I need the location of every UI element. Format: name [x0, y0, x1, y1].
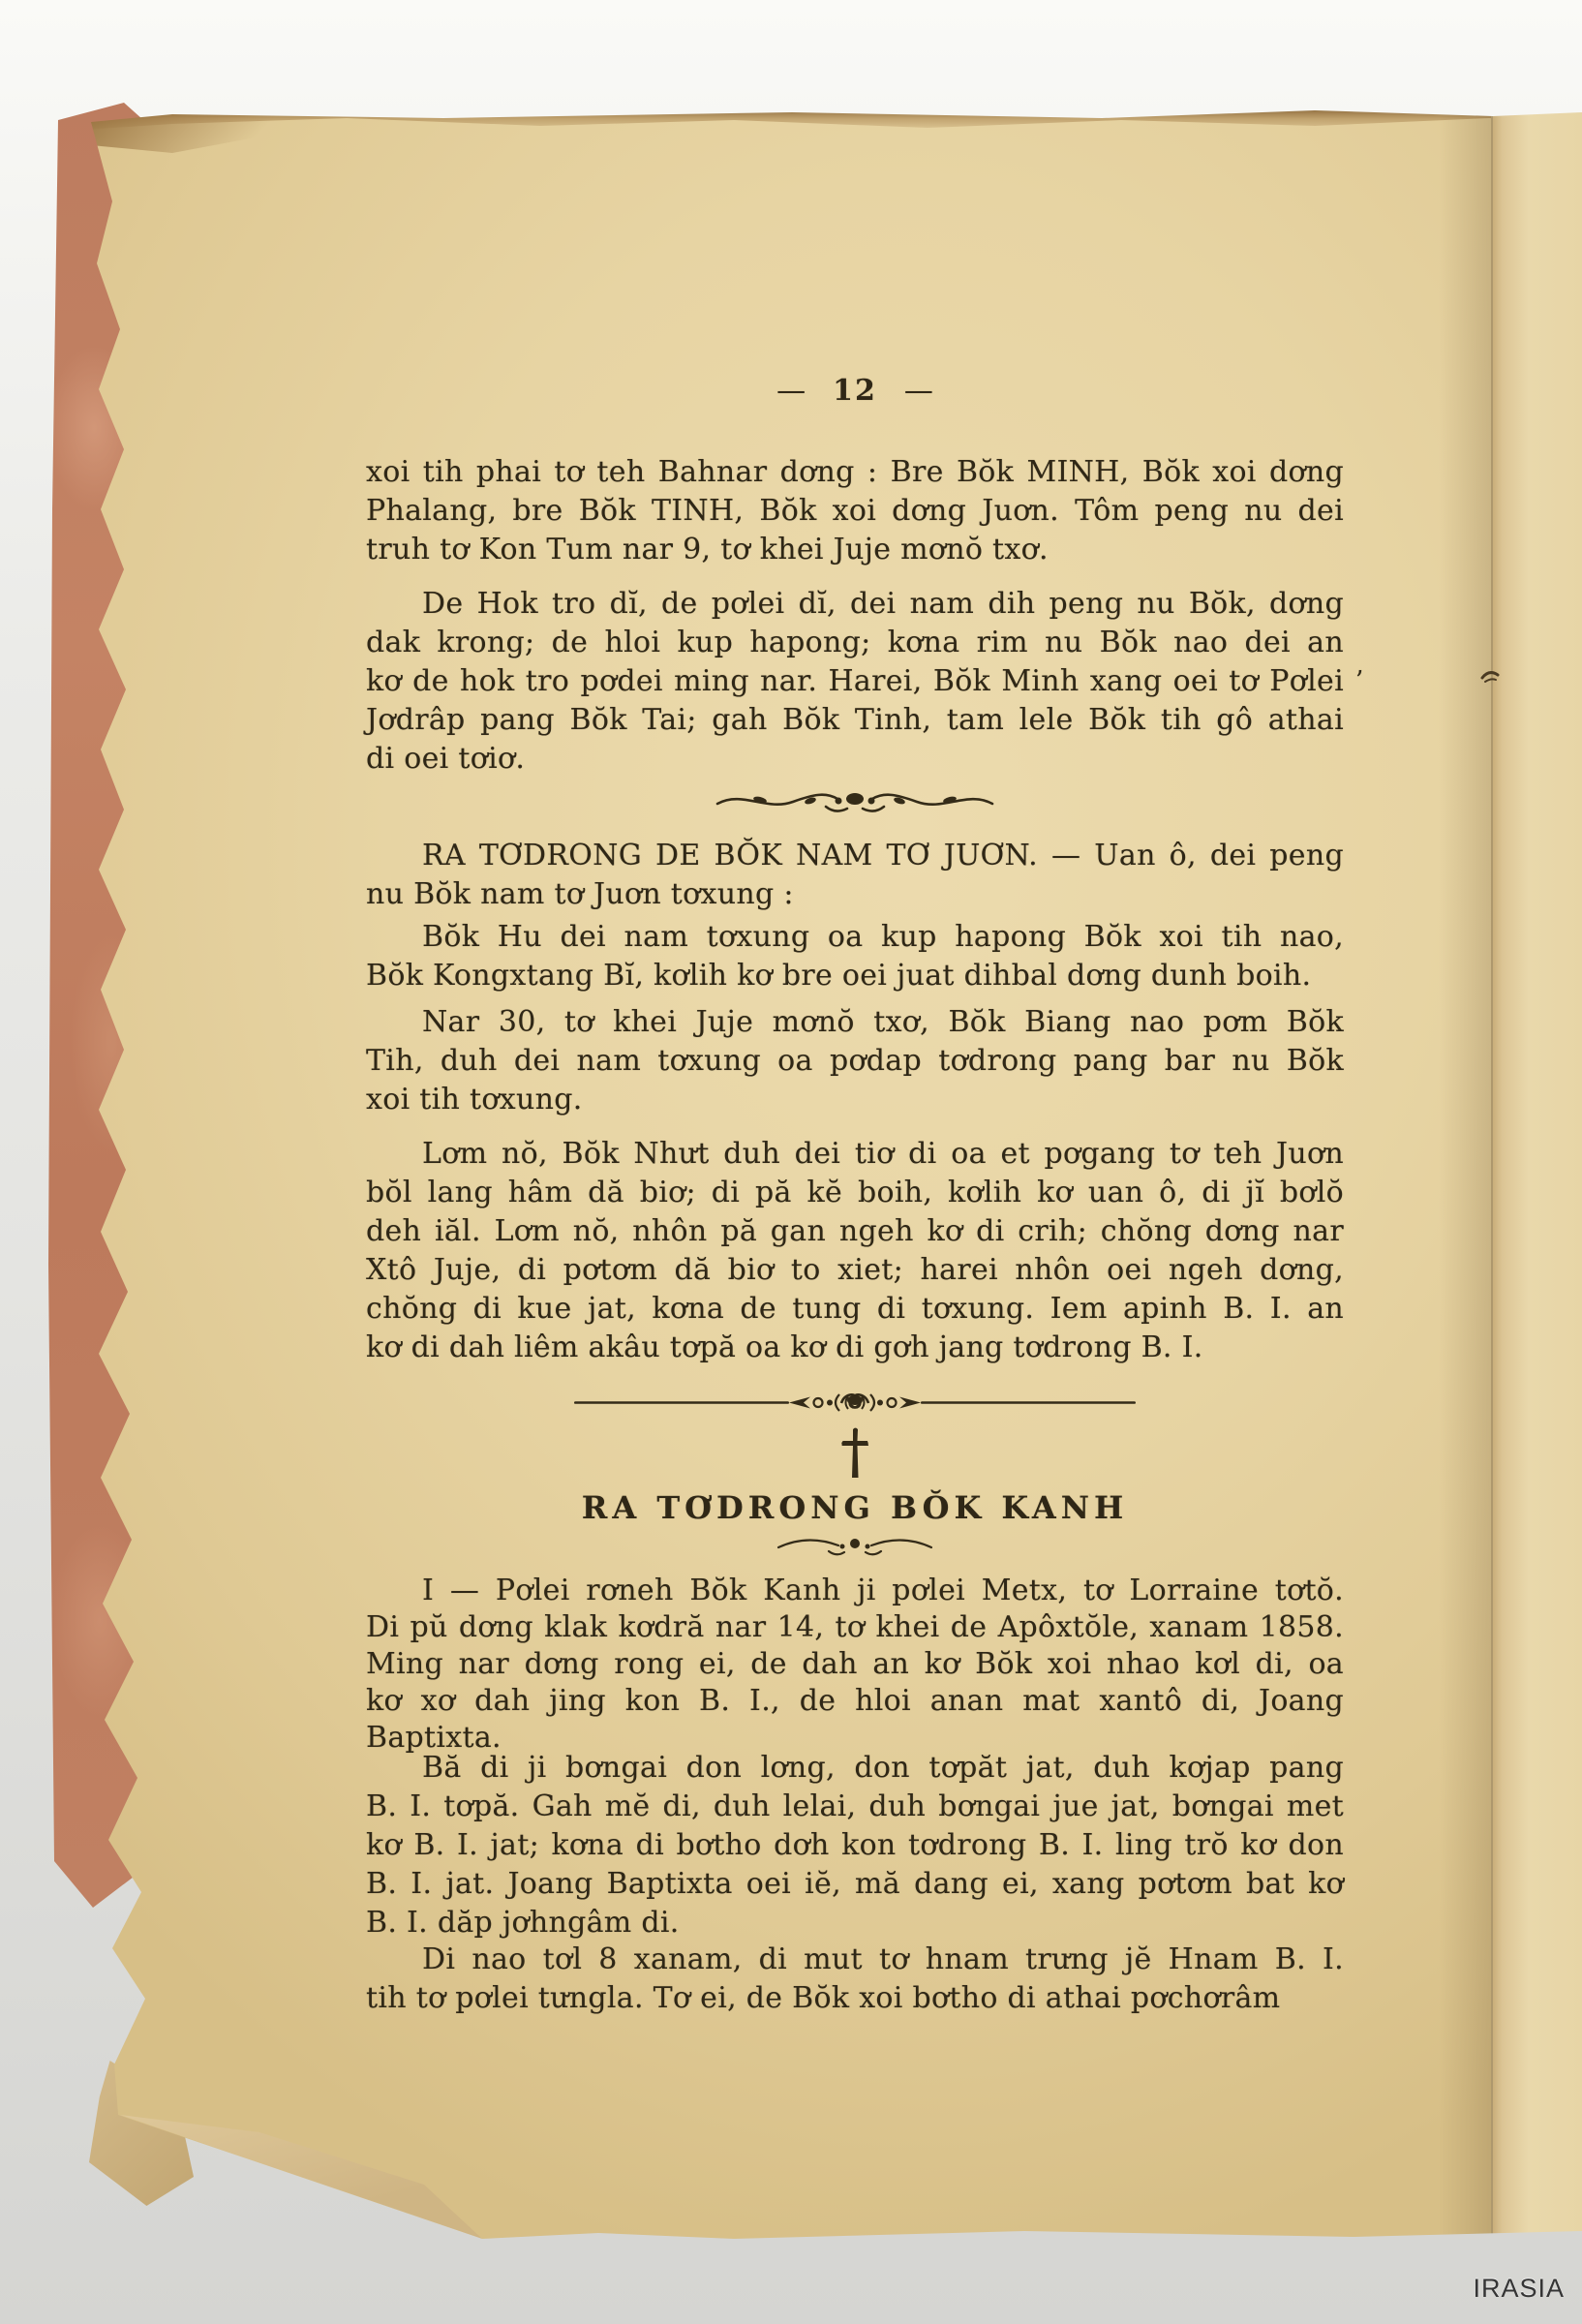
stray-ink-mark: ’ [1355, 666, 1364, 695]
text-line: kơ xơ dah jing kon B. I., de hloi anan mat xantô di, Joang [366, 1684, 1344, 1718]
paragraph [366, 585, 1344, 779]
text-line: RA TƠDRONG DE BŎK NAM TƠ JUƠN. — Uan ô, dei peng [422, 839, 1344, 872]
divider-rule-ornament-icon [366, 1391, 1344, 1416]
page-number-dash-right: — [903, 374, 933, 408]
ornament-flourish-icon [366, 784, 1344, 817]
text-line: chŏng di kue jat, kơna de tung di tơxung. Iem apinh B. I. an [366, 1292, 1344, 1326]
facing-page-edge [1491, 108, 1582, 2243]
watermark-label: IRASIA [1473, 2274, 1565, 2303]
text-line: deh iăl. Lơm nŏ, nhôn pă gan ngeh kơ di crih; chŏng dơng nar [366, 1214, 1344, 1248]
text-line: tih tơ pơlei tưngla. Tơ ei, de Bŏk xoi bơtho di athai pơchơrâm [366, 1981, 1281, 2015]
text-line: Nar 30, tơ khei Juje mơnŏ txơ, Bŏk Biang nao pơm Bŏk [422, 1005, 1344, 1039]
text-line: Lơm nŏ, Bŏk Nhưt duh dei tiơ di oa et pơgang tơ teh Juơn [422, 1137, 1344, 1171]
text-line: kơ de hok tro pơdei ming nar. Harei, Bŏk Minh xang oei tơ Pơlei [366, 664, 1344, 698]
text-line: Bă di ji bơngai don lơng, don tơpăt jat, duh kơjap pang [422, 1751, 1344, 1785]
page-number-dash-left: — [776, 374, 806, 408]
text-line: dak krong; de hloi kup hapong; kơna rim nu Bŏk nao dei an [366, 626, 1344, 659]
text-line: xoi tih phai tơ teh Bahnar dơng : Bre Bŏk MINH, Bŏk xoi dơng [366, 455, 1344, 489]
text-line: Di nao tơl 8 xanam, di mut tơ hnam trưng jĕ Hnam B. I. [422, 1942, 1344, 1976]
text-line: Baptixta. [366, 1721, 502, 1755]
paragraph [366, 1135, 1344, 1367]
binding-stitch [1479, 660, 1501, 689]
paragraph [366, 918, 1344, 995]
text-line: kơ di dah liêm akâu tơpă oa kơ di gơh jang tơdrong B. I. [366, 1330, 1203, 1364]
text-line: xoi tih tơxung. [366, 1083, 583, 1116]
page-number-value: 12 [833, 374, 877, 408]
text-line: B. I. jat. Joang Baptixta oei iĕ, mă dang ei, xang pơtơm bat kơ [366, 1867, 1344, 1901]
cross-icon [366, 1427, 1344, 1480]
text-line: B. I. tơpă. Gah mĕ di, duh lelai, duh bơngai jue jat, bơngai met [366, 1789, 1344, 1823]
text-line: Xtô Juje, di pơtơm dă biơ to xiet; harei nhôn oei ngeh dơng, [366, 1253, 1344, 1287]
text-line: Phalang, bre Bŏk TINH, Bŏk xoi dơng Juơn. Tôm peng nu dei [366, 494, 1344, 528]
section-title: RA TƠDRONG BŎK KANH [581, 1489, 1129, 1526]
text-line: Bŏk Hu dei nam tơxung oa kup hapong Bŏk xoi tih nao, [422, 920, 1344, 954]
paragraph [366, 453, 1344, 569]
paragraph [366, 837, 1344, 914]
text-line: De Hok tro dĭ, de pơlei dĭ, dei nam dih peng nu Bŏk, dơng [422, 587, 1344, 621]
text-line: Tih, duh dei nam tơxung oa pơdap tơdrong pang bar nu Bŏk [366, 1044, 1344, 1078]
text-line: Di pŭ dơng klak kơdră nar 14, tơ khei de Apôxtŏle, xanam 1858. [366, 1610, 1344, 1644]
paragraph [366, 1573, 1344, 1757]
text-line: nu Bŏk nam tơ Juơn tơxung : [366, 877, 794, 911]
gutter-shadow [1439, 108, 1493, 2243]
text-line: Ming nar dơng rong ei, de dah an kơ Bŏk xoi nhao kơl di, oa [366, 1647, 1344, 1681]
text-line: kơ B. I. jat; kơna di bơtho dơh kon tơdrong B. I. ling trŏ kơ don [366, 1828, 1344, 1862]
page-number [366, 374, 1344, 408]
text-line: bŏl lang hâm dă biơ; di pă kĕ boih, kơlih kơ uan ô, di jĭ bơlŏ [366, 1176, 1344, 1209]
text-line: B. I. dăp jơhngâm di. [366, 1906, 680, 1940]
small-flourish-icon [366, 1532, 1344, 1557]
paragraph [366, 1749, 1344, 1942]
text-line: Jơdrâp pang Bŏk Tai; gah Bŏk Tinh, tam lele Bŏk tih gô athai [366, 703, 1344, 737]
text-line: I — Pơlei rơneh Bŏk Kanh ji pơlei Metx, tơ Lorraine tơtŏ. [422, 1574, 1344, 1607]
paragraph [366, 1003, 1344, 1119]
text-line: di oei tơiơ. [366, 742, 526, 776]
text-line: truh tơ Kon Tum nar 9, tơ khei Juje mơnŏ txơ. [366, 533, 1049, 566]
paragraph [366, 1941, 1344, 2018]
text-line: Bŏk Kongxtang Bĭ, kơlih kơ bre oei juat dihbal dơng dunh boih. [366, 959, 1312, 993]
